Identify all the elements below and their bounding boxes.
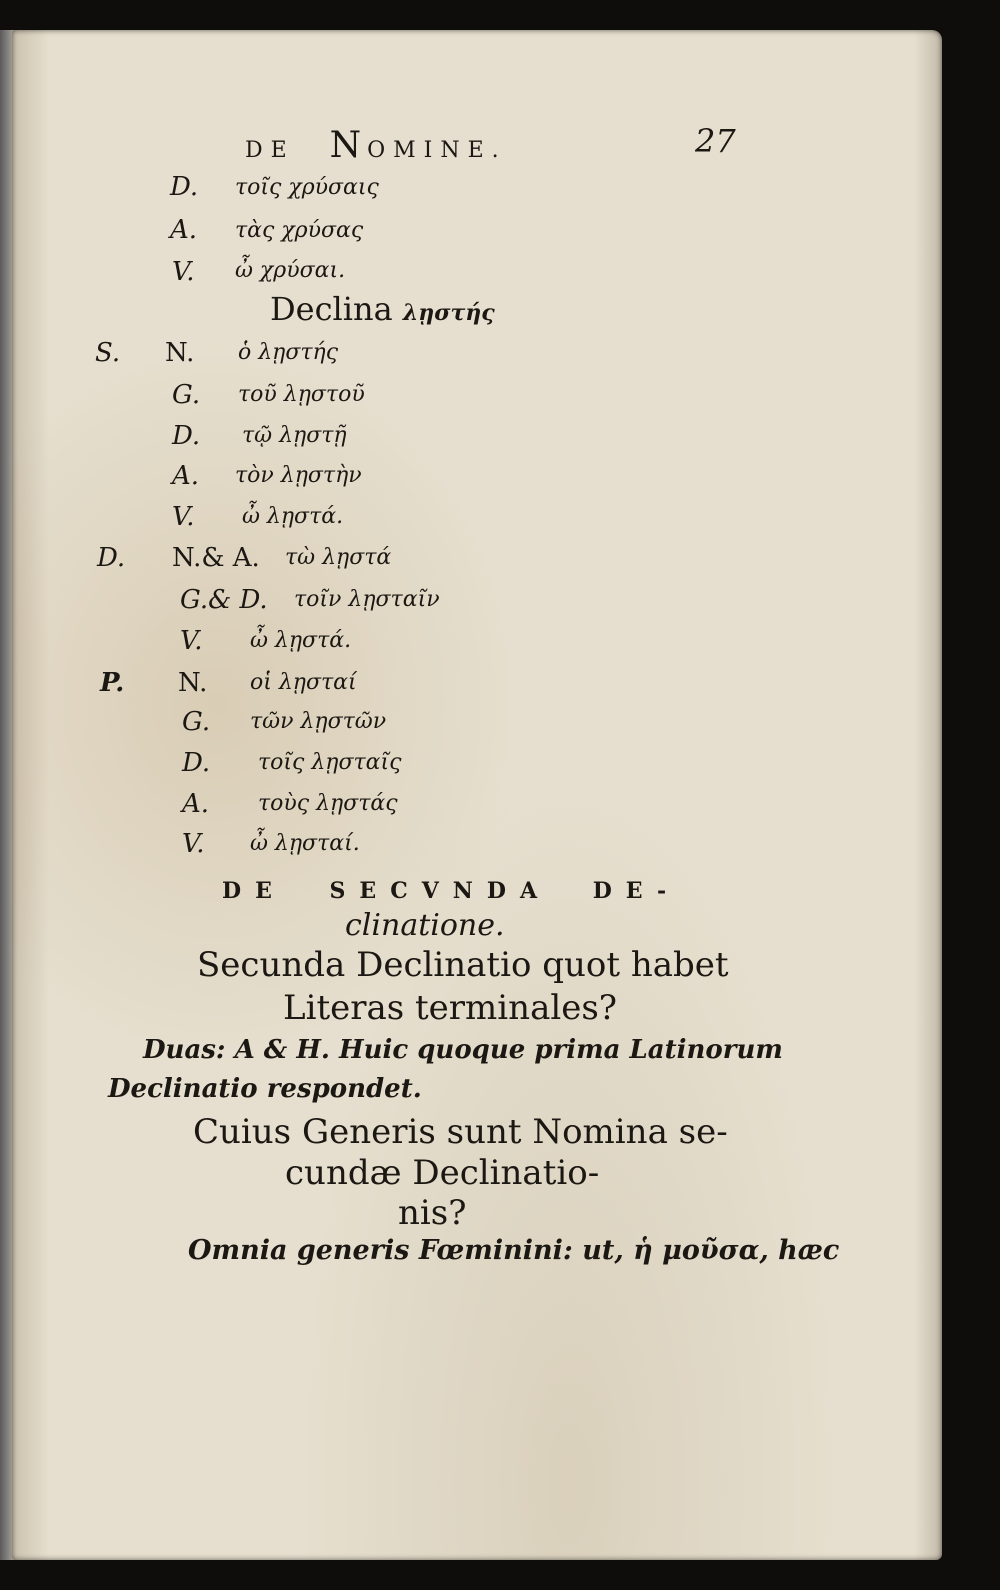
- section-heading-line1: [222, 878, 680, 904]
- case-label: A.: [182, 789, 210, 819]
- running-header: [245, 125, 507, 166]
- case-form: τὼ λῃστά: [285, 545, 392, 570]
- page-number: 27: [695, 122, 736, 160]
- case-label: N.: [178, 668, 208, 698]
- answer2-line1: Omnia generis Fœminini: ut, ἡ μοῦσα, hæc: [188, 1235, 840, 1266]
- case-label: N.: [165, 338, 195, 368]
- question2-line2: cundæ Declinatio-: [285, 1153, 600, 1193]
- case-form: ὦ λῃσταί.: [250, 831, 360, 856]
- case-label: G.& D.: [180, 585, 268, 615]
- para1-label: A.: [170, 215, 198, 245]
- case-form: ὁ λῃστής: [238, 340, 339, 365]
- case-label: D.: [172, 421, 201, 451]
- declina-line: [270, 290, 495, 328]
- answer1-line1: Duas: A & H. Huic quoque prima Latinorum: [143, 1035, 783, 1065]
- case-label: G.: [172, 380, 201, 410]
- declina-word: Declina: [270, 290, 393, 328]
- book-page: [12, 30, 942, 1560]
- question2-line3: nis?: [398, 1193, 467, 1233]
- para1-label: V.: [172, 257, 195, 287]
- case-form: τῷ λῃστῇ: [242, 423, 347, 448]
- case-label: V.: [172, 502, 195, 532]
- para1-greek: τοῖς χρύσαις: [235, 175, 379, 200]
- section-heading-secunda: SECVNDA: [329, 878, 552, 904]
- case-form: τοῖν λῃσταῖν: [294, 587, 440, 612]
- para1-greek: τὰς χρύσας: [235, 218, 364, 243]
- header-omine: OMINE.: [367, 138, 507, 163]
- case-form: ὦ λῃστά.: [242, 504, 344, 529]
- case-form: τὸν λῃστὴν: [235, 463, 362, 488]
- para1-label: D.: [170, 172, 199, 202]
- header-n: N: [329, 125, 368, 166]
- question2-line1: Cuius Generis sunt Nomina se-: [193, 1112, 728, 1152]
- case-form: οἱ λῃσταί: [250, 670, 357, 695]
- answer1-line2: Declinatio respondet.: [108, 1074, 422, 1104]
- para1-greek: ὦ χρύσαι.: [235, 258, 346, 283]
- case-form: ὦ λῃστά.: [250, 628, 352, 653]
- case-form: τοῖς λῃσταῖς: [258, 750, 402, 775]
- case-label: V.: [180, 626, 203, 656]
- case-label: V.: [182, 829, 205, 859]
- case-label: D.: [182, 748, 211, 778]
- case-form: τοὺς λῃστάς: [258, 791, 398, 816]
- case-label: G.: [182, 707, 211, 737]
- case-form: τῶν λῃστῶν: [250, 709, 387, 734]
- case-label: N.& A.: [172, 543, 260, 573]
- number-label-singular: S.: [95, 338, 121, 368]
- number-label-plural: P.: [100, 668, 125, 698]
- header-de: DE: [245, 138, 295, 163]
- section-heading-de: DE: [222, 878, 286, 904]
- case-form: τοῦ λῃστοῦ: [238, 382, 365, 407]
- question1-line1: Secunda Declinatio quot habet: [197, 945, 729, 985]
- question1-line2: Literas terminales?: [283, 988, 618, 1028]
- number-label-dual: D.: [97, 543, 126, 573]
- declina-greek: λῃστής: [402, 300, 495, 326]
- case-label: A.: [172, 461, 200, 491]
- section-heading-de2: DE-: [592, 878, 681, 904]
- section-heading-line2: clinatione.: [345, 908, 505, 943]
